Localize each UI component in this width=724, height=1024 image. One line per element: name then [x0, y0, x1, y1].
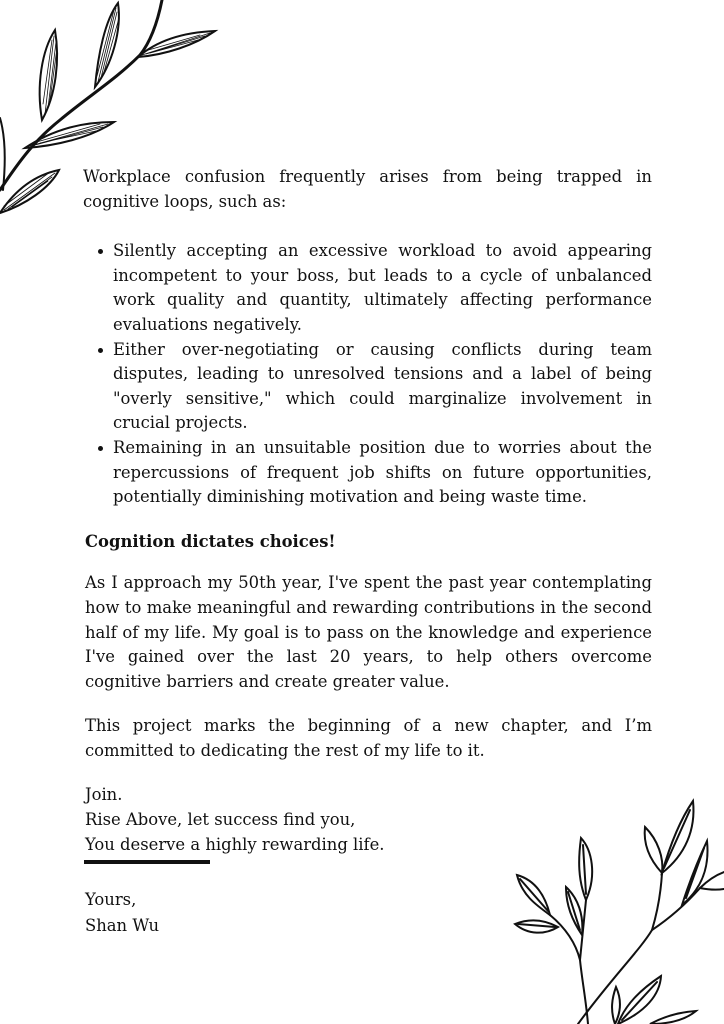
headline: Cognition dictates choices!	[85, 531, 336, 551]
signature-name: Shan Wu	[85, 916, 160, 936]
salutation: Yours,	[85, 890, 137, 910]
list-item: Remaining in an unsuitable position due to worries about the repercussions of frequent job shifts on future opportunities, potentially diminishing motivation and being waste time.	[113, 436, 652, 510]
closing-line: You deserve a highly rewarding life.	[85, 834, 385, 854]
list-item: Either over-negotiating or causing conflicts during team disputes, leading to unresolved tensions and a label of being "overly sensitive," which could marginalize involvement in crucial projects.	[113, 338, 652, 436]
body-paragraph: As I approach my 50th year, I've spent the past year contemplating how to make meaningful and rewarding contributions in the second half of my life. My goal is to pass on the knowledge and experience I've gained over the last 20 years, to help others overcome cognitive barriers and create greater value.	[85, 573, 652, 691]
divider	[84, 860, 210, 864]
list-item: Silently accepting an excessive workload to avoid appearing incompetent to your boss, but leads to a cycle of unbalanced work quality and quantity, ultimately affecting performance evaluations negatively.	[113, 239, 652, 337]
closing-line: Rise Above, let success find you,	[85, 810, 356, 830]
closing-block	[83, 783, 652, 864]
body-paragraph: This project marks the beginning of a new chapter, and I’m committed to dedicating the rest of my life to it.	[85, 716, 652, 760]
cognitive-loops-list	[83, 239, 652, 510]
letter-body	[83, 165, 652, 939]
signoff-block	[83, 887, 652, 939]
intro-paragraph: Workplace confusion frequently arises from being trapped in cognitive loops, such as:	[83, 167, 652, 211]
closing-line: Join.	[85, 785, 123, 805]
